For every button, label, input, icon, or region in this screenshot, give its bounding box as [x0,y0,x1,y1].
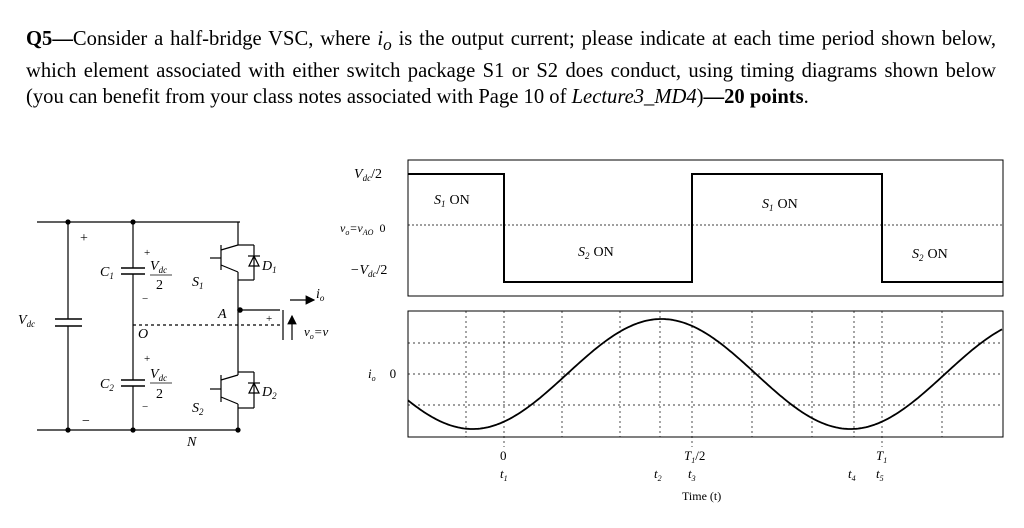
vdc1-den: 2 [156,278,163,293]
x-half-period: $T_1/2$ [684,448,706,465]
io-axis-label: $i_o$ 0 [368,366,397,383]
x-t1: $t_1$ [500,466,508,483]
c2-label: $C_2$ [100,377,114,393]
vdc2-den: 2 [156,387,163,402]
io-symbol: i [377,28,384,50]
x-t2: $t_2$ [654,466,662,483]
circuit-labels [18,231,329,450]
node-n: N [187,435,197,450]
vdc2-num: $V_{dc}$ [150,367,168,383]
x-t5: $t_5$ [876,466,884,483]
vo-timing-diagram [340,160,1003,296]
vo-top-label: $V_{dc}/2$ [354,167,382,183]
grid-lines [408,311,1003,447]
node-o: O [138,327,149,342]
vdc2-minus: − [142,401,149,413]
vdc-label: $V_{dc}$ [18,313,36,329]
points-label: —20 points [703,86,804,109]
x-zero: 0 [500,448,507,463]
node-a: A [218,307,227,322]
io-label: $i_o$ [316,287,325,303]
question-number: Q5 [26,28,53,50]
x-t3: $t_3$ [688,466,696,483]
question-dash: — [52,28,73,50]
state-label-3: $S_1$ ON [762,197,798,213]
lecture-reference: Lecture3_MD4 [571,86,697,109]
state-label-2: $S_2$ ON [578,245,614,261]
x-axis-labels [500,448,887,503]
s1-label: $S_1$ [192,275,204,291]
x-t4: $t_4$ [848,466,856,483]
state-label-1: $S_1$ ON [434,193,470,209]
vo-mid-label: $v_o=v_{AO}$ 0 [340,221,386,237]
vo-square-wave [408,174,1003,282]
io-timing-diagram [368,311,1003,447]
d1-label: $D_1$ [262,259,277,275]
x-period: $T_1$ [876,448,888,465]
vo-plus: + [266,313,273,325]
question-end: . [803,86,809,109]
c1-label: $C_1$ [100,265,114,281]
vdc1-plus: + [144,247,151,259]
question-part-3: ) [696,86,704,109]
vdc1-minus: − [142,293,149,305]
state-label-4: $S_2$ ON [912,247,948,263]
vdc2-plus: + [144,353,151,365]
vo-label: $v_o=v$ [304,324,329,341]
d2-label: $D_2$ [262,385,277,401]
plus-sign: + [80,231,88,246]
minus-sign: − [82,414,90,429]
question-part-1: Consider a half-bridge VSC, where [72,28,378,50]
question-part-2: is the output current; please indicate at each time period shown below, which element associated with either switch package S1 or S2 does conduct, using timing diagrams shown below (you can benefit from your class notes associated with Page 10 of [26,28,997,109]
vdc1-num: $V_{dc}$ [150,259,168,275]
x-axis-title: Time (t) [682,489,722,503]
vo-bottom-label: $-V_{dc}/2$ [350,263,388,279]
io-sub: o [383,35,392,55]
s2-label: $S_2$ [192,401,204,417]
